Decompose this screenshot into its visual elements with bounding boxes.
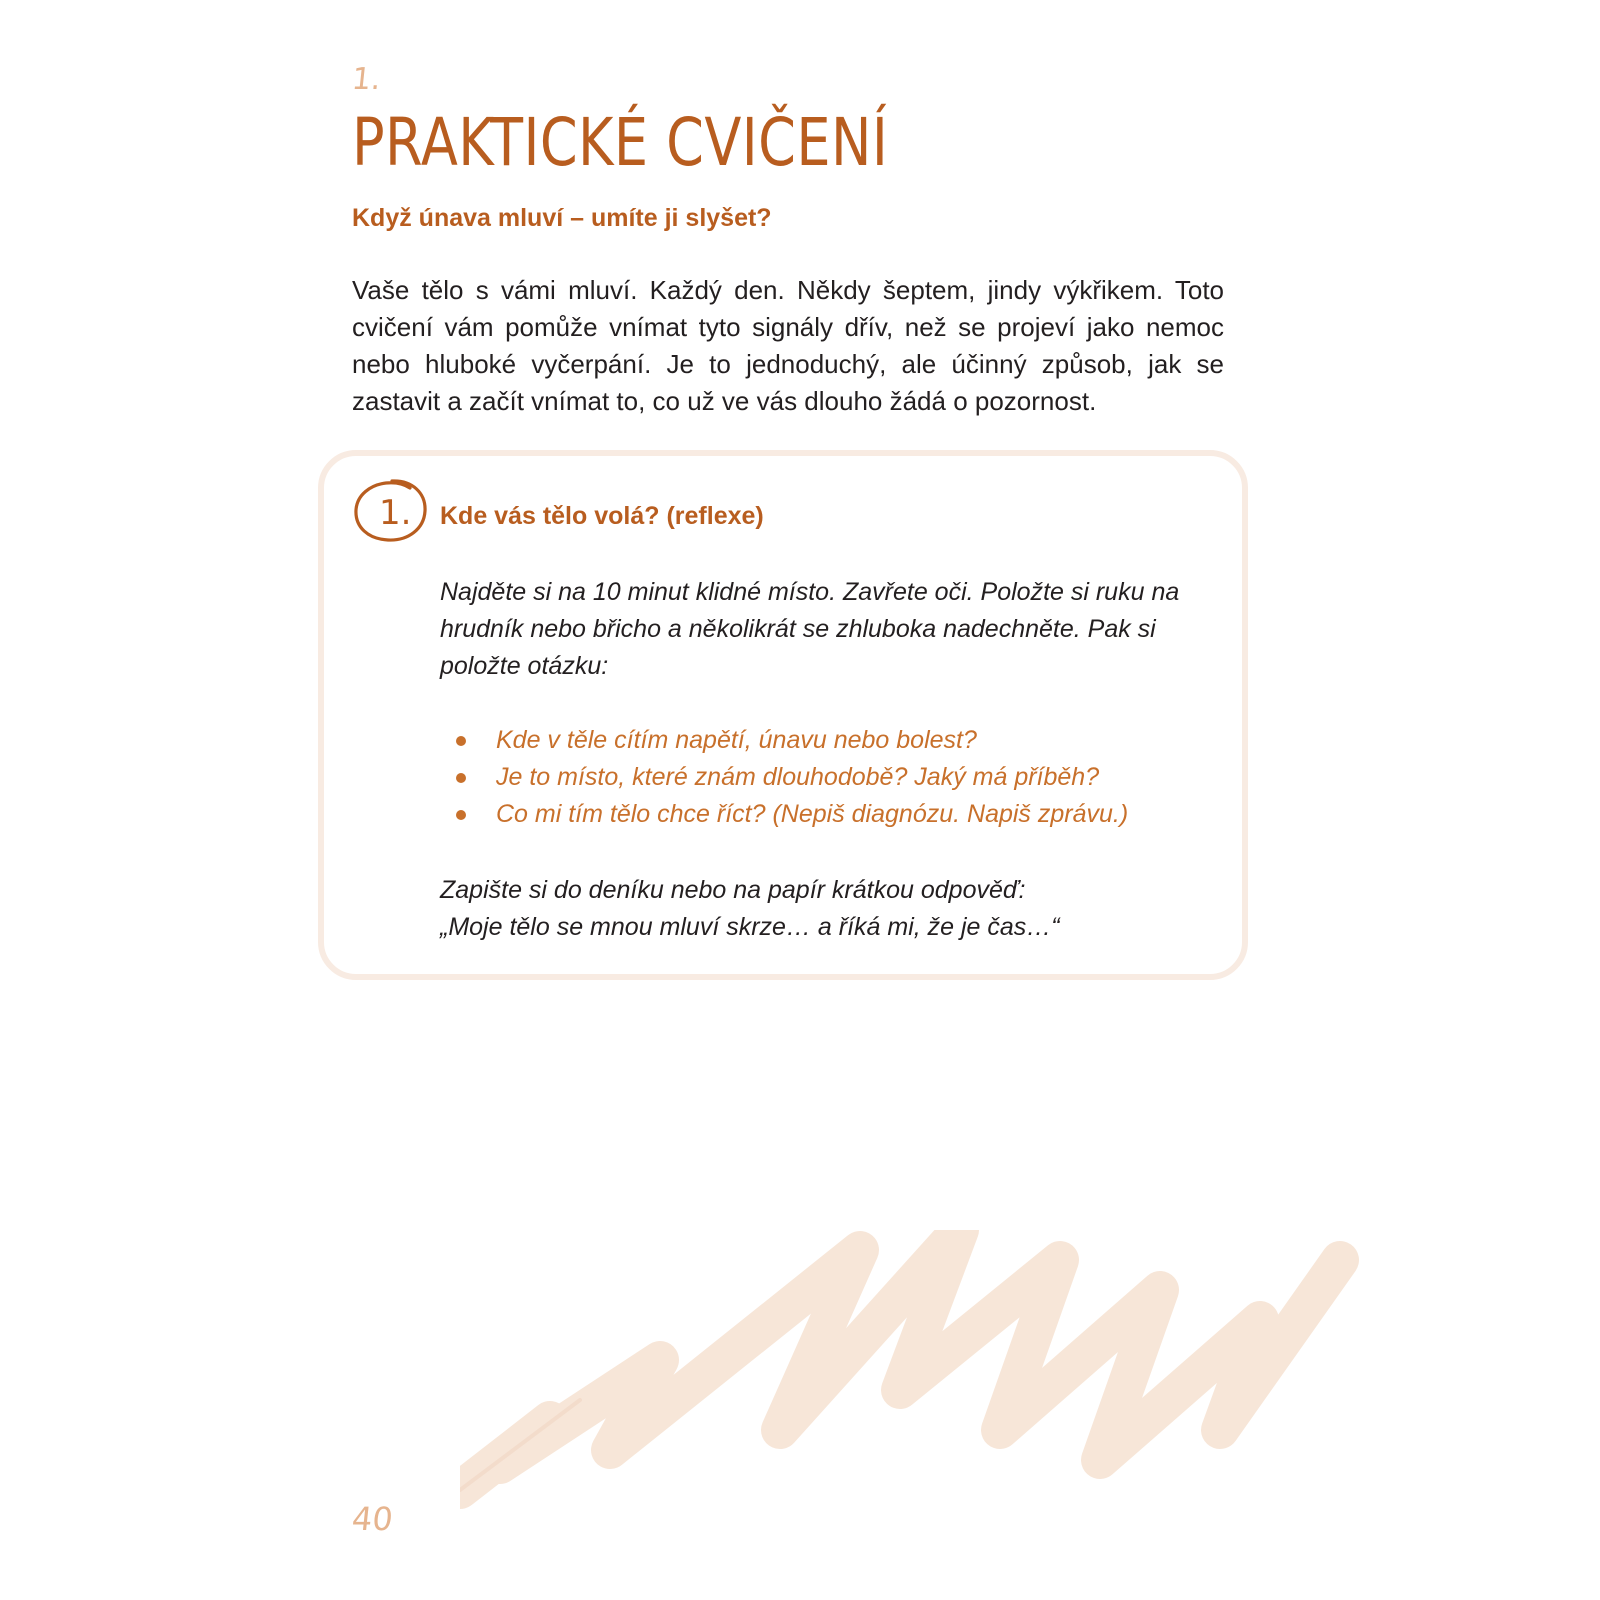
question-text: Kde v těle cítím napětí, únavu nebo bolest? <box>496 726 977 754</box>
hand-drawn-circle-icon <box>352 477 428 545</box>
intro-paragraph: Vaše tělo s vámi mluví. Každý den. Někdy šeptem, jindy výkřikem. Toto cvičení vám pomůže vnímat tyto signály dřív, než se projeví jako nemoc nebo hluboké vyčerpání. Je to jednoduchý, ale účinný způsob, jak se zastavit a začít vnímat to, co už ve vás dlouho žádá o pozornost. <box>352 275 1224 416</box>
list-item <box>456 722 1128 759</box>
exercise-title: Kde vás tělo volá? (reflexe) <box>440 502 764 530</box>
bullet-icon <box>456 810 466 820</box>
step-number-badge <box>352 477 428 545</box>
list-item <box>456 796 1128 833</box>
chapter-number: 1. <box>350 62 383 97</box>
outro-line: Zapište si do deníku nebo na papír krátkou odpověď: <box>440 876 1026 904</box>
page-number: 40 <box>350 1500 395 1538</box>
exercise-instructions: Najděte si na 10 minut klidné místo. Zavřete oči. Položte si ruku na hrudník nebo břicho a několikrát se zhluboka nadechněte. Pak si položte otázku: <box>440 578 1180 680</box>
list-item <box>456 759 1128 796</box>
bullet-icon <box>456 736 466 746</box>
question-list <box>456 722 1128 833</box>
question-text: Je to místo, které znám dlouhodobě? Jaký má příběh? <box>496 763 1100 791</box>
outro-quote: „Moje tělo se mnou mluví skrze… a říká mi, že je čas…“ <box>440 913 1060 941</box>
decorative-scribble-icon <box>460 1230 1380 1530</box>
question-text: Co mi tím tělo chce říct? (Nepiš diagnózu. Napiš zprávu.) <box>496 800 1129 828</box>
bullet-icon <box>456 773 466 783</box>
page-title: PRAKTICKÉ CVIČENÍ <box>352 104 889 181</box>
page-subtitle: Když únava mluví – umíte ji slyšet? <box>352 204 772 232</box>
exercise-outro <box>440 872 1060 946</box>
step-number: 1. <box>379 493 412 533</box>
